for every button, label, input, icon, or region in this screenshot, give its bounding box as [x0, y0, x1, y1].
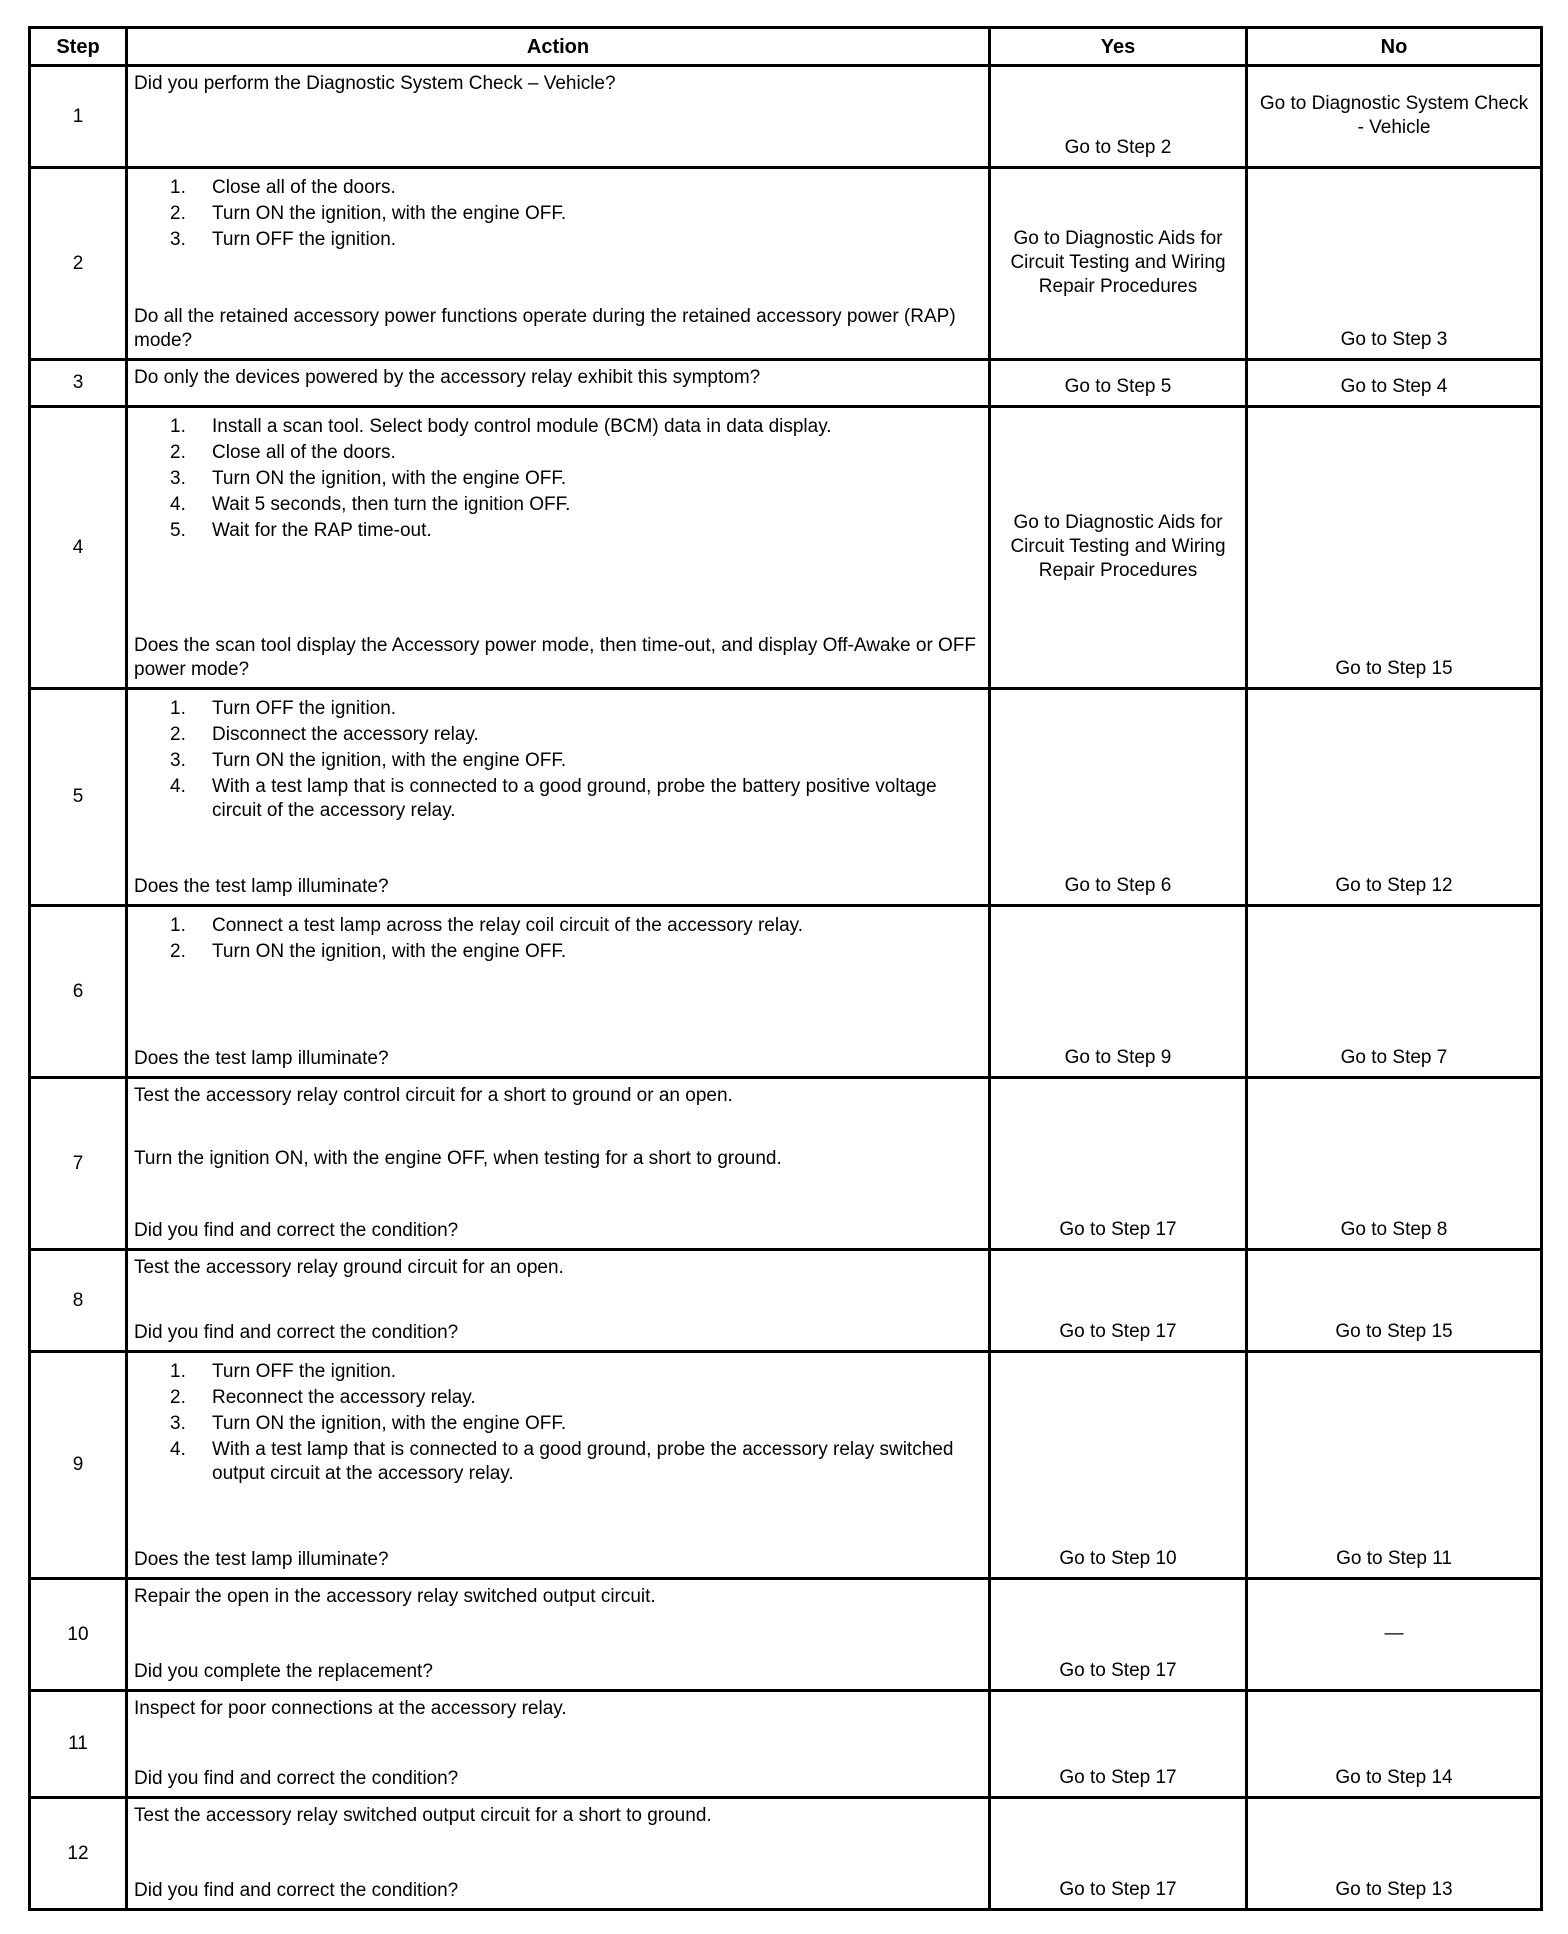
- action-cell: [127, 1579, 990, 1691]
- action-content: [128, 1799, 988, 1908]
- action-question: Did you find and correct the condition?: [134, 1768, 459, 1789]
- action-paragraph: Inspect for poor connections at the accessory relay.: [134, 1698, 567, 1719]
- action-list-item: Turn ON the ignition, with the engine OFF.: [212, 203, 567, 224]
- step-number: 6: [30, 906, 127, 1078]
- action-list-item: Turn ON the ignition, with the engine OFF.: [212, 1413, 567, 1434]
- table-row: [30, 1352, 1542, 1579]
- step-number: 7: [30, 1078, 127, 1250]
- action-content: [128, 1692, 988, 1796]
- action-list-item: Disconnect the accessory relay.: [212, 724, 479, 745]
- action-paragraph: Did you perform the Diagnostic System Check – Vehicle?: [134, 73, 616, 94]
- no-cell: Go to Step 11: [1247, 1352, 1542, 1579]
- col-header-yes: Yes: [990, 28, 1247, 66]
- table-row: [30, 168, 1542, 360]
- step-number: 1: [30, 66, 127, 168]
- action-content: [128, 67, 988, 166]
- no-cell: Go to Step 15: [1247, 1250, 1542, 1352]
- action-content: [128, 1251, 988, 1350]
- action-content: [128, 408, 988, 687]
- action-paragraph: Do only the devices powered by the accessory relay exhibit this symptom?: [134, 367, 761, 388]
- action-question: Did you find and correct the condition?: [134, 1880, 459, 1901]
- yes-cell: Go to Step 6: [990, 689, 1247, 906]
- no-cell: Go to Step 13: [1247, 1798, 1542, 1910]
- action-content: [128, 169, 988, 358]
- table-row: [30, 689, 1542, 906]
- action-cell: [127, 1691, 990, 1798]
- table-row: [30, 1078, 1542, 1250]
- yes-cell: Go to Step 17: [990, 1078, 1247, 1250]
- action-paragraph: Test the accessory relay ground circuit for an open.: [134, 1257, 564, 1278]
- col-header-step: Step: [30, 28, 127, 66]
- step-number: 10: [30, 1579, 127, 1691]
- action-cell: [127, 168, 990, 360]
- action-paragraph: Test the accessory relay switched output circuit for a short to ground.: [134, 1805, 712, 1826]
- yes-cell: Go to Step 5: [990, 360, 1247, 407]
- yes-cell: Go to Diagnostic Aids for Circuit Testing and Wiring Repair Procedures: [990, 407, 1247, 689]
- action-content: [128, 1079, 988, 1248]
- step-number: 8: [30, 1250, 127, 1352]
- action-cell: [127, 1078, 990, 1250]
- no-cell: Go to Step 3: [1247, 168, 1542, 360]
- no-cell: Go to Step 14: [1247, 1691, 1542, 1798]
- action-question: Do all the retained accessory power functions operate during the retained accessory power (RAP) mode?: [134, 306, 956, 351]
- action-question: Did you find and correct the condition?: [134, 1322, 459, 1343]
- action-question: Does the test lamp illuminate?: [134, 1549, 389, 1570]
- action-question: Did you find and correct the condition?: [134, 1220, 459, 1241]
- step-number: 2: [30, 168, 127, 360]
- action-paragraph: Repair the open in the accessory relay switched output circuit.: [134, 1586, 656, 1607]
- step-number: 12: [30, 1798, 127, 1910]
- step-number: 9: [30, 1352, 127, 1579]
- no-cell: Go to Step 12: [1247, 689, 1542, 906]
- step-number: 5: [30, 689, 127, 906]
- col-header-no: No: [1247, 28, 1542, 66]
- yes-cell: Go to Step 17: [990, 1250, 1247, 1352]
- col-header-action: Action: [127, 28, 990, 66]
- diagnostic-table: [28, 26, 1543, 1911]
- yes-cell: Go to Diagnostic Aids for Circuit Testing and Wiring Repair Procedures: [990, 168, 1247, 360]
- action-content: [128, 690, 988, 904]
- action-list: [134, 697, 980, 825]
- no-cell: Go to Step 8: [1247, 1078, 1542, 1250]
- step-number: 3: [30, 360, 127, 407]
- no-cell: Go to Step 15: [1247, 407, 1542, 689]
- action-list-item: Turn ON the ignition, with the engine OFF.: [212, 941, 567, 962]
- action-list: [134, 176, 980, 254]
- table-row: [30, 1250, 1542, 1352]
- action-content: [128, 907, 988, 1076]
- action-list-item: Connect a test lamp across the relay coil circuit of the accessory relay.: [212, 915, 804, 936]
- table-row: [30, 1691, 1542, 1798]
- action-cell: [127, 1250, 990, 1352]
- no-cell: Go to Step 7: [1247, 906, 1542, 1078]
- action-list-item: Close all of the doors.: [212, 177, 396, 198]
- action-list-item: Close all of the doors.: [212, 442, 396, 463]
- action-list: [134, 914, 980, 966]
- action-list-item: Reconnect the accessory relay.: [212, 1387, 476, 1408]
- action-list-item: With a test lamp that is connected to a good ground, probe the battery positive voltage circuit of the accessory relay.: [212, 776, 937, 821]
- step-number: 4: [30, 407, 127, 689]
- action-list-item: Turn OFF the ignition.: [212, 229, 397, 250]
- action-list-item: With a test lamp that is connected to a good ground, probe the accessory relay switched output circuit at the accessory relay.: [212, 1439, 954, 1484]
- action-cell: [127, 1798, 990, 1910]
- yes-cell: Go to Step 9: [990, 906, 1247, 1078]
- table-row: [30, 407, 1542, 689]
- action-content: [128, 361, 988, 405]
- table-body: [30, 66, 1542, 1910]
- action-list-item: Install a scan tool. Select body control module (BCM) data in data display.: [212, 416, 832, 437]
- action-cell: [127, 689, 990, 906]
- action-question: Does the scan tool display the Accessory power mode, then time-out, and display Off-Awake or OFF power mode?: [134, 635, 977, 680]
- action-list-item: Turn OFF the ignition.: [212, 698, 397, 719]
- action-cell: [127, 66, 990, 168]
- no-cell: Go to Step 4: [1247, 360, 1542, 407]
- no-cell: —: [1247, 1579, 1542, 1691]
- action-paragraph: Turn the ignition ON, with the engine OFF, when testing for a short to ground.: [134, 1147, 782, 1169]
- yes-cell: Go to Step 10: [990, 1352, 1247, 1579]
- action-question: Does the test lamp illuminate?: [134, 1048, 389, 1069]
- yes-cell: Go to Step 17: [990, 1579, 1247, 1691]
- action-content: [128, 1353, 988, 1577]
- table-row: [30, 906, 1542, 1078]
- action-content: [128, 1580, 988, 1689]
- table-row: [30, 360, 1542, 407]
- action-list-item: Wait 5 seconds, then turn the ignition OFF.: [212, 494, 571, 515]
- action-cell: [127, 1352, 990, 1579]
- action-list-item: Turn OFF the ignition.: [212, 1361, 397, 1382]
- action-cell: [127, 407, 990, 689]
- action-cell: [127, 906, 990, 1078]
- yes-cell: Go to Step 2: [990, 66, 1247, 168]
- action-question: Does the test lamp illuminate?: [134, 876, 389, 897]
- step-number: 11: [30, 1691, 127, 1798]
- header-row: [30, 28, 1542, 66]
- action-list: [134, 1360, 980, 1488]
- no-cell: Go to Diagnostic System Check - Vehicle: [1247, 66, 1542, 168]
- action-list-item: Wait for the RAP time-out.: [212, 520, 432, 541]
- action-list-item: Turn ON the ignition, with the engine OFF.: [212, 750, 567, 771]
- action-paragraph: Test the accessory relay control circuit for a short to ground or an open.: [134, 1085, 733, 1106]
- action-list: [134, 415, 980, 545]
- action-list-item: Turn ON the ignition, with the engine OFF.: [212, 468, 567, 489]
- table-row: [30, 1579, 1542, 1691]
- table-row: [30, 1798, 1542, 1910]
- action-cell: [127, 360, 990, 407]
- table-row: [30, 66, 1542, 168]
- action-question: Did you complete the replacement?: [134, 1661, 433, 1682]
- yes-cell: Go to Step 17: [990, 1691, 1247, 1798]
- yes-cell: Go to Step 17: [990, 1798, 1247, 1910]
